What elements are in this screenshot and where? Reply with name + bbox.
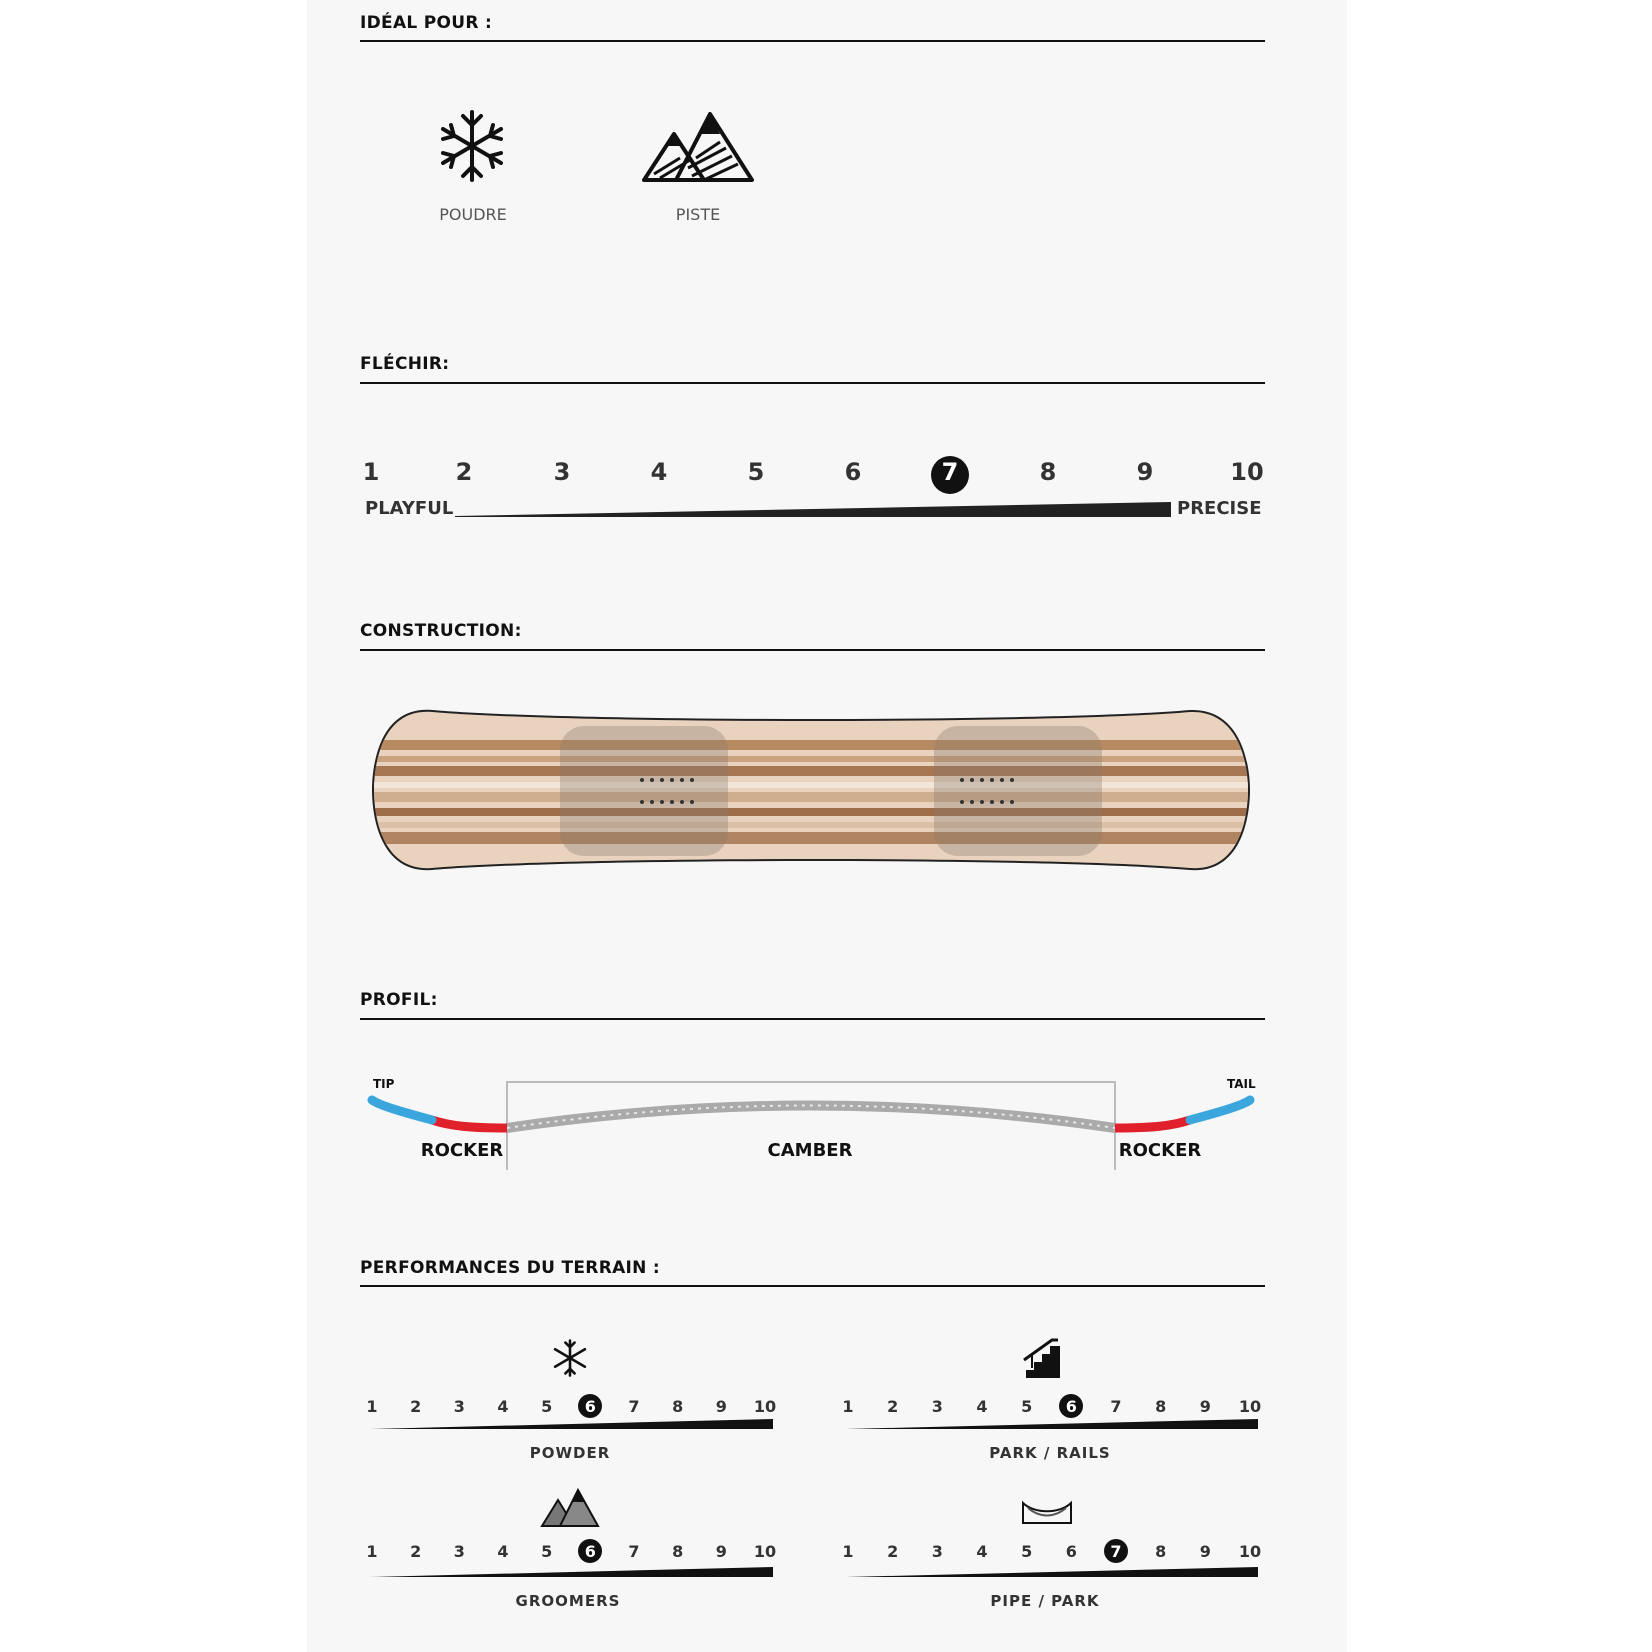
profile-tip-label: TIP <box>373 1077 395 1091</box>
flex-scale-number: 9 <box>1136 458 1154 486</box>
terrain-scale-number: 5 <box>1021 1542 1033 1561</box>
terrain-wedge-bar <box>370 1418 773 1430</box>
flex-scale-number: 3 <box>553 458 571 486</box>
terrain-scale-number: 2 <box>410 1542 422 1561</box>
terrain-scale-number: 2 <box>410 1397 422 1416</box>
terrain-scale-number: 8 <box>672 1397 684 1416</box>
snowboard-construction-illustration <box>372 706 1250 874</box>
mountains-icon <box>640 108 756 184</box>
flex-scale-number: 7 <box>941 458 959 486</box>
mountains-icon <box>540 1488 600 1528</box>
profile-section-title: PROFIL: <box>360 990 438 1010</box>
terrain-scale-number: 8 <box>1155 1397 1167 1416</box>
terrain-wedge-bar <box>846 1566 1258 1578</box>
flex-max-label: PRECISE <box>1177 498 1262 519</box>
terrain-scale-number: 7 <box>1110 1397 1122 1416</box>
flex-scale-number: 6 <box>844 458 862 486</box>
terrain-scale-number: 1 <box>366 1542 378 1561</box>
terrain-label-groomers: GROOMERS <box>515 1592 621 1610</box>
terrain-scale-number: 3 <box>931 1542 943 1561</box>
terrain-wedge-bar <box>846 1418 1258 1430</box>
profile-left-zone-label: ROCKER <box>420 1140 504 1161</box>
flex-scale-number: 8 <box>1039 458 1057 486</box>
terrain-scale-number: 1 <box>842 1397 854 1416</box>
terrain-scale-number: 2 <box>887 1542 899 1561</box>
terrain-wedge-bar <box>370 1566 773 1578</box>
terrain-label-pipe-park: PIPE / PARK <box>990 1592 1100 1610</box>
terrain-scale-number: 10 <box>1238 1542 1262 1561</box>
terrain-scale-number: 5 <box>541 1397 553 1416</box>
flex-scale-number: 1 <box>362 458 380 486</box>
profile-tail-label: TAIL <box>1227 1077 1256 1091</box>
terrain-section-title: PERFORMANCES DU TERRAIN : <box>360 1258 661 1278</box>
construction-section-rule <box>360 649 1265 651</box>
terrain-scale-number: 7 <box>1110 1542 1122 1561</box>
terrain-scale-number: 8 <box>1155 1542 1167 1561</box>
flex-section-rule <box>360 382 1265 384</box>
terrain-scale-number: 9 <box>715 1397 727 1416</box>
terrain-scale-number: 9 <box>1199 1542 1211 1561</box>
terrain-section-rule <box>360 1285 1265 1287</box>
terrain-scale-number: 6 <box>584 1397 596 1416</box>
terrain-scale-number: 7 <box>628 1397 640 1416</box>
ideal-item-label-piste: PISTE <box>675 205 721 224</box>
flex-min-label: PLAYFUL <box>365 498 454 519</box>
snowflake-icon <box>552 1338 588 1378</box>
ideal-item-label-powder: POUDRE <box>439 205 507 224</box>
terrain-scale-number: 3 <box>453 1397 465 1416</box>
snowflake-icon <box>437 108 507 184</box>
terrain-scale-number: 3 <box>453 1542 465 1561</box>
flex-scale-number: 5 <box>747 458 765 486</box>
flex-wedge-bar <box>455 500 1175 518</box>
terrain-scale-number: 7 <box>628 1542 640 1561</box>
terrain-scale-number: 4 <box>497 1542 509 1561</box>
terrain-scale-number: 9 <box>1199 1397 1211 1416</box>
flex-scale-number: 10 <box>1230 458 1264 486</box>
terrain-scale-number: 4 <box>497 1397 509 1416</box>
terrain-scale-number: 1 <box>366 1397 378 1416</box>
terrain-scale-number: 5 <box>541 1542 553 1561</box>
terrain-label-powder: POWDER <box>529 1444 611 1462</box>
terrain-scale-number: 3 <box>931 1397 943 1416</box>
terrain-scale-number: 4 <box>976 1397 988 1416</box>
terrain-scale-number: 2 <box>887 1397 899 1416</box>
terrain-scale-number: 6 <box>1065 1397 1077 1416</box>
ideal-section-title: IDÉAL POUR : <box>360 13 493 33</box>
profile-center-zone-label: CAMBER <box>767 1140 853 1161</box>
terrain-scale-number: 10 <box>753 1397 777 1416</box>
terrain-scale-number: 4 <box>976 1542 988 1561</box>
flex-scale-number: 2 <box>455 458 473 486</box>
terrain-label-park-rails: PARK / RAILS <box>989 1444 1111 1462</box>
terrain-scale-number: 6 <box>1065 1542 1077 1561</box>
terrain-scale-number: 10 <box>753 1542 777 1561</box>
terrain-scale-number: 5 <box>1021 1397 1033 1416</box>
flex-scale-number: 4 <box>650 458 668 486</box>
profile-right-zone-label: ROCKER <box>1118 1140 1202 1161</box>
terrain-scale-number: 10 <box>1238 1397 1262 1416</box>
halfpipe-icon <box>1020 1500 1074 1526</box>
ideal-section-rule <box>360 40 1265 42</box>
construction-section-title: CONSTRUCTION: <box>360 621 522 641</box>
terrain-scale-number: 8 <box>672 1542 684 1561</box>
flex-section-title: FLÉCHIR: <box>360 354 450 374</box>
rail-stairs-icon <box>1022 1338 1064 1380</box>
terrain-scale-number: 1 <box>842 1542 854 1561</box>
terrain-scale-number: 6 <box>584 1542 596 1561</box>
terrain-scale-number: 9 <box>715 1542 727 1561</box>
profile-section-rule <box>360 1018 1265 1020</box>
